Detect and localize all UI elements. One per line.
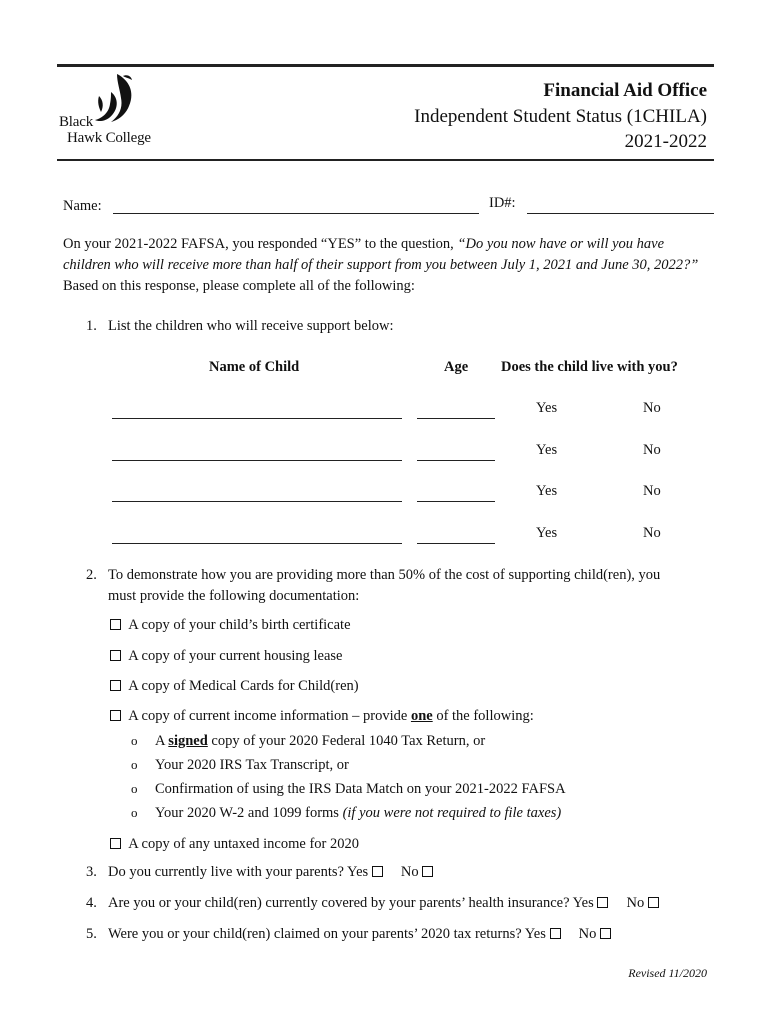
no-option[interactable]: No [643,483,661,499]
doc-housing-lease: A copy of your current housing lease [110,648,342,665]
yes-option[interactable]: Yes [536,483,558,499]
q4-number: 4. [86,895,97,911]
q3-no-label: No [400,864,419,880]
header-bottom-rule [57,159,714,161]
income-option-w2: o Your 2020 W-2 and 1099 forms (if you were not required to file taxes) [131,805,562,821]
child-name-field[interactable] [112,501,402,502]
intro-text-1: On your 2021-2022 FAFSA, you responded “YES” to the question, [63,236,458,252]
doc-untaxed-income: A copy of any untaxed income for 2020 [110,836,359,853]
form-year: 2021-2022 [624,131,707,152]
q2-line-2: must provide the following documentation: [108,588,360,604]
id-label: ID#: [489,195,516,211]
q4-no-checkbox[interactable] [648,897,659,908]
intro-paragraph [63,234,713,297]
q2-line-1: To demonstrate how you are providing more than 50% of the cost of supporting child(ren), you [108,567,661,583]
intro-text-2: Based on this response, please complete all of the following: [63,278,415,294]
checkbox-icon[interactable] [110,838,121,849]
name-label: Name: [63,198,102,214]
name-field[interactable] [113,213,479,214]
q4-text: Are you or your child(ren) currently covered by your parents’ health insurance? Yes [108,895,594,911]
college-logo [57,70,177,150]
q5-number: 5. [86,926,97,942]
q3-text: Do you currently live with your parents? Yes [108,864,369,880]
child-age-field[interactable] [417,501,495,502]
checkbox-icon[interactable] [110,680,121,691]
bullet-icon: o [131,733,138,748]
child-name-field[interactable] [112,543,402,544]
q4-no-label: No [626,895,645,911]
q3-row [108,864,433,881]
yes-option[interactable]: Yes [536,525,558,541]
doc-birth-certificate: A copy of your child’s birth certificate [110,617,351,634]
child-age-field[interactable] [417,418,495,419]
intro-question: “Do you now have or will you have children who will receive more than half of their support from you between July 1, 2021 and June 30, 2022?” [63,236,699,273]
col-age: Age [444,359,469,375]
q5-no-label: No [578,926,597,942]
revision-note: Revised 11/2020 [628,966,707,980]
q5-no-checkbox[interactable] [600,928,611,939]
col-name-of-child: Name of Child [209,359,300,375]
bullet-icon: o [131,757,138,772]
child-name-field[interactable] [112,460,402,461]
child-age-field[interactable] [417,543,495,544]
logo-line-2: Hawk College [67,130,151,146]
no-option[interactable]: No [643,525,661,541]
yes-option[interactable]: Yes [536,400,558,416]
bullet-icon: o [131,805,138,820]
no-option[interactable]: No [643,400,661,416]
child-age-field[interactable] [417,460,495,461]
id-field[interactable] [527,213,714,214]
checkbox-icon[interactable] [110,710,121,721]
checkbox-icon[interactable] [110,619,121,630]
col-lives-with-you: Does the child live with you? [501,359,678,375]
hawk-icon [89,72,169,132]
q3-yes-checkbox[interactable] [372,866,383,877]
q3-number: 3. [86,864,97,880]
child-name-field[interactable] [112,418,402,419]
q5-text: Were you or your child(ren) claimed on your parents’ 2020 tax returns? Yes [108,926,546,942]
bullet-icon: o [131,781,138,796]
q1-text: List the children who will receive support below: [108,318,394,334]
income-option-data-match: o Confirmation of using the IRS Data Match on your 2021-2022 FAFSA [131,781,566,797]
q4-yes-checkbox[interactable] [597,897,608,908]
header-top-rule [57,64,714,67]
logo-line-1: Black [59,114,93,130]
q1-number: 1. [86,318,97,334]
q5-yes-checkbox[interactable] [550,928,561,939]
income-option-1040: o A signed copy of your 2020 Federal 1040 Tax Return, or [131,733,486,749]
yes-option[interactable]: Yes [536,442,558,458]
doc-medical-cards: A copy of Medical Cards for Child(ren) [110,678,359,695]
q5-row [108,926,611,943]
doc-income-info: A copy of current income information – provide one of the following: [110,708,534,725]
no-option[interactable]: No [643,442,661,458]
q2-number: 2. [86,567,97,583]
form-title: Independent Student Status (1CHILA) [414,106,707,127]
q4-row [108,895,659,912]
income-option-transcript: o Your 2020 IRS Tax Transcript, or [131,757,349,773]
checkbox-icon[interactable] [110,650,121,661]
office-title: Financial Aid Office [543,80,707,101]
q3-no-checkbox[interactable] [422,866,433,877]
